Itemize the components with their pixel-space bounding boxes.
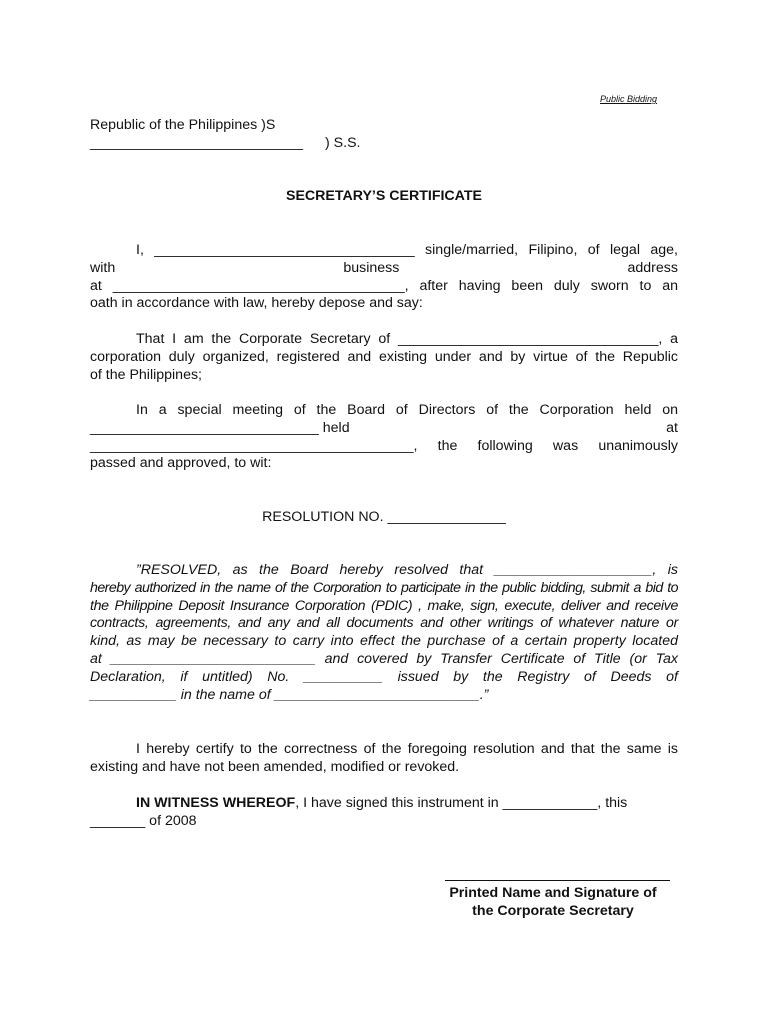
- paragraph-certify: [90, 741, 678, 777]
- res-line-3: the Philippine Deposit Insurance Corporation (PDIC) , make, sign, execute, deliver and receive: [90, 597, 678, 614]
- p3-line-1: In a special meeting of the Board of Directors of the Corporation held on: [136, 402, 678, 418]
- p3-line-2-words: [90, 420, 678, 438]
- res-line-4: contracts, agreements, and any and all documents and other writings of whatever nature or: [90, 615, 678, 632]
- witness-line-1: [90, 795, 678, 813]
- p3-line-4: passed and approved, to wit:: [90, 455, 272, 472]
- res-line-7: Declaration, if untitled) No. __________ issued by the Registry of Deeds of: [90, 668, 678, 685]
- p1-word-address: address: [627, 259, 678, 276]
- res-line-8: ___________ in the name of __________________________.”: [90, 686, 489, 703]
- p1-line-2: [90, 260, 678, 278]
- witness-bold: IN WITNESS WHEREOF: [136, 795, 296, 811]
- venue-blank: ___________________________: [90, 135, 304, 151]
- res-line-6: at __________________________ and covered by Transfer Certificate of Title (or Tax: [90, 650, 678, 667]
- p2-line-3: of the Philippines;: [90, 366, 202, 383]
- paragraph-special-meeting: [90, 402, 678, 473]
- signature-line: [445, 880, 670, 881]
- res-line-2: hereby authorized in the name of the Corporation to participate in the public bidding, submit a bid to: [90, 579, 678, 596]
- paragraph-corporate-secretary: [90, 331, 678, 384]
- res-line-5: kind, as may be necessary to carry into effect the purchase of a certain property located: [90, 633, 678, 650]
- venue-line-1: Republic of the Philippines )S: [90, 117, 276, 133]
- public-bidding-tag: Public Bidding: [599, 94, 657, 104]
- p2-line-1: That I am the Corporate Secretary of _________________________________, a: [136, 331, 678, 347]
- venue-ss: ) S.S.: [325, 135, 361, 151]
- p1-line-4: oath in accordance with law, hereby depose and say:: [90, 295, 423, 312]
- p3-line-3: _________________________________________, the following was unanimously: [90, 437, 678, 454]
- p3-word-at: at: [666, 419, 678, 436]
- witness-text: [136, 795, 627, 813]
- p3-line-2: [90, 420, 678, 438]
- paragraph-identity: [90, 242, 678, 313]
- paragraph-witness: [90, 795, 678, 831]
- resolution-number: RESOLUTION NO. _______________: [262, 509, 506, 525]
- p1-line-3: at _____________________________________, after having been duly sworn to an: [90, 277, 678, 294]
- p1-word-with: with: [90, 259, 116, 276]
- p1-line-2-words: [90, 260, 678, 278]
- res-line-1: ”RESOLVED, as the Board hereby resolved that ____________________, is: [136, 562, 678, 578]
- p1-word-business: business: [343, 259, 400, 276]
- cert-line-1: I hereby certify to the correctness of the foregoing resolution and that the same is: [136, 741, 678, 757]
- resolution-body: [90, 562, 678, 704]
- witness-rest-1: , I have signed this instrument in ____________, this: [295, 795, 628, 811]
- witness-line-2: _______ of 2008: [90, 812, 197, 829]
- p1-line-1: I, _________________________________ single/married, Filipino, of legal age,: [136, 242, 678, 258]
- p2-line-2: corporation duly organized, registered and existing under and by virtue of the Republic: [90, 348, 678, 365]
- p3-held-blank: _____________________________ held: [90, 419, 350, 436]
- signature-caption-2: the Corporate Secretary: [472, 903, 634, 919]
- cert-line-2: existing and have not been amended, modified or revoked.: [90, 758, 460, 775]
- document-title: SECRETARY’S CERTIFICATE: [285, 188, 482, 204]
- signature-caption-1: Printed Name and Signature of: [449, 885, 657, 901]
